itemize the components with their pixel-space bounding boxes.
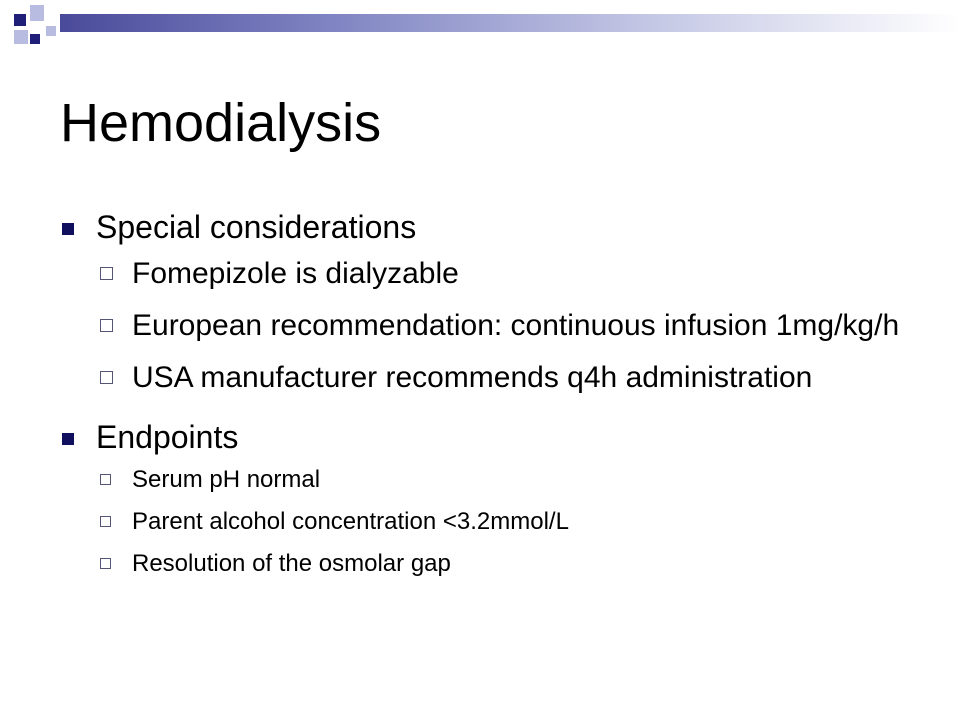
sub-bullet-text: Parent alcohol concentration <3.2mmol/L — [132, 508, 569, 535]
bullet-text: Special considerations — [96, 209, 417, 245]
hollow-square-bullet-icon — [100, 558, 111, 569]
sub-bullet-item — [60, 466, 920, 494]
hollow-square-bullet-icon — [100, 267, 113, 280]
sub-bullet-item — [60, 550, 920, 578]
decor-square-navy — [30, 34, 40, 44]
bullet-endpoints — [60, 418, 920, 456]
sub-bullet-item — [60, 308, 920, 344]
sub-bullet-item — [60, 256, 920, 292]
header-gradient-bar — [60, 14, 960, 32]
square-bullet-icon — [62, 433, 74, 445]
sub-bullet-text: USA manufacturer recommends q4h administration — [132, 361, 813, 394]
square-bullet-icon — [62, 223, 74, 235]
decor-square-light — [14, 30, 28, 44]
slide-content — [60, 208, 920, 592]
sub-bullet-text: European recommendation: continuous infusion 1mg/kg/h — [132, 309, 900, 342]
sub-bullet-text: Serum pH normal — [132, 466, 321, 493]
slide-title: Hemodialysis — [60, 93, 382, 153]
hollow-square-bullet-icon — [100, 319, 113, 332]
decor-square-light — [30, 5, 44, 21]
decor-square-navy — [14, 14, 26, 26]
bullet-special-considerations — [60, 208, 920, 246]
hollow-square-bullet-icon — [100, 371, 113, 384]
sub-bullet-text: Fomepizole is dialyzable — [132, 257, 459, 290]
hollow-square-bullet-icon — [100, 474, 111, 485]
sub-bullet-item — [60, 360, 920, 396]
hollow-square-bullet-icon — [100, 516, 111, 527]
sub-bullet-text: Resolution of the osmolar gap — [132, 550, 451, 577]
bullet-text: Endpoints — [96, 419, 239, 455]
sub-bullet-item — [60, 508, 920, 536]
decor-square-light — [46, 26, 56, 36]
